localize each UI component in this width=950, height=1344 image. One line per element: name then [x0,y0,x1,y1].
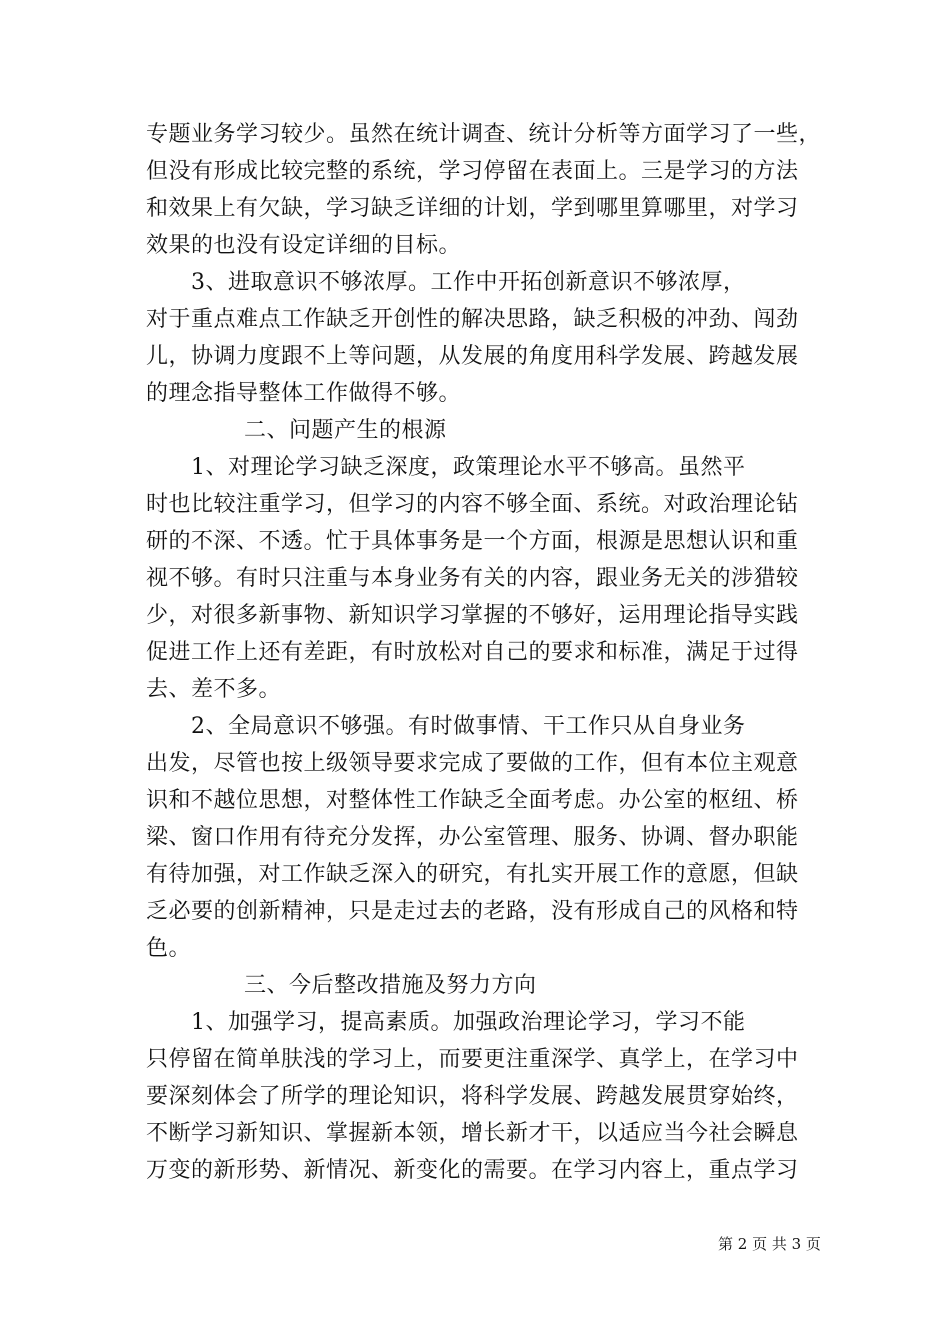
text-line: 少，对很多新事物、新知识学习掌握的不够好，运用理论指导实践 [146,603,799,628]
section-heading: 三、今后整改措施及努力方向 [244,973,537,998]
text-line: 效果的也没有设定详细的目标。 [146,233,462,258]
text-line: 有待加强，对工作缺乏深入的研究，有扎实开展工作的意愿，但缺 [146,862,799,887]
text-line: 色。 [146,936,192,961]
text-line: 不断学习新知识、掌握新本领，增长新才干，以适应当今社会瞬息 [146,1121,799,1146]
text-line: 只停留在简单肤浅的学习上，而要更注重深学、真学上，在学习中 [146,1047,799,1072]
text-line: 要深刻体会了所学的理论知识，将科学发展、跨越发展贯穿始终， [146,1084,799,1109]
page-number: 第 2 页 共 3 页 [718,1235,821,1253]
text-line: 儿，协调力度跟不上等问题，从发展的角度用科学发展、跨越发展 [146,344,799,369]
text-line: 促进工作上还有差距，有时放松对自己的要求和标准，满足于过得 [146,640,799,665]
text-line: 3、进取意识不够浓厚。工作中开拓创新意识不够浓厚， [146,270,746,295]
text-line: 乏必要的创新精神，只是走过去的老路，没有形成自己的风格和特 [146,899,799,924]
section-heading: 二、问题产生的根源 [244,418,447,443]
text-line: 去、差不多。 [146,677,282,702]
text-line: 1、对理论学习缺乏深度，政策理论水平不够高。虽然平 [146,455,746,480]
text-line: 识和不越位思想，对整体性工作缺乏全面考虑。办公室的枢纽、桥 [146,788,799,813]
text-line: 1、加强学习，提高素质。加强政治理论学习，学习不能 [146,1010,746,1035]
text-line: 对于重点难点工作缺乏开创性的解决思路，缺乏积极的冲劲、闯劲 [146,307,799,332]
text-line: 的理念指导整体工作做得不够。 [146,381,462,406]
text-line: 视不够。有时只注重与本身业务有关的内容，跟业务无关的涉猎较 [146,566,799,591]
text-line: 和效果上有欠缺，学习缺乏详细的计划，学到哪里算哪里，对学习 [146,196,799,221]
text-line: 但没有形成比较完整的系统，学习停留在表面上。三是学习的方法 [146,159,799,184]
text-line: 专题业务学习较少。虽然在统计调查、统计分析等方面学习了一些， [146,122,822,147]
text-line: 梁、窗口作用有待充分发挥，办公室管理、服务、协调、督办职能 [146,825,799,850]
text-line: 万变的新形势、新情况、新变化的需要。在学习内容上，重点学习 [146,1158,799,1183]
text-line: 出发，尽管也按上级领导要求完成了要做的工作，但有本位主观意 [146,751,799,776]
text-line: 时也比较注重学习，但学习的内容不够全面、系统。对政治理论钻 [146,492,799,517]
text-line: 研的不深、不透。忙于具体事务是一个方面，根源是思想认识和重 [146,529,799,554]
text-line: 2、全局意识不够强。有时做事情、干工作只从自身业务 [146,714,746,739]
